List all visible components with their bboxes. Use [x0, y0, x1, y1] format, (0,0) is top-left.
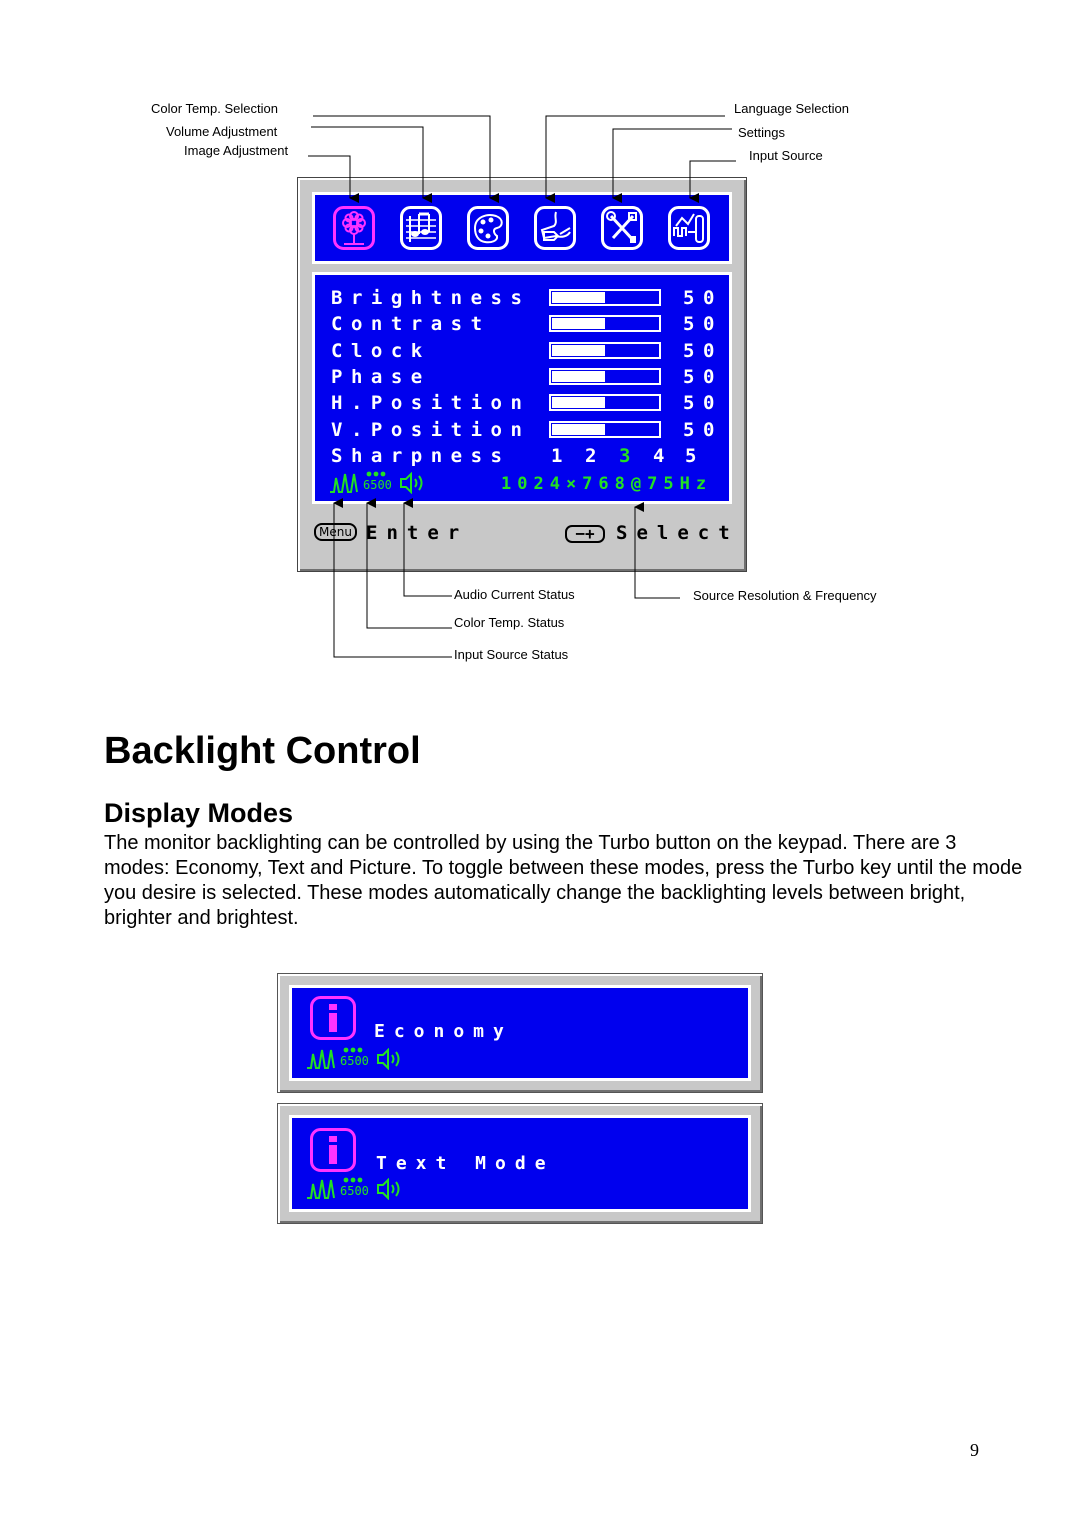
osd-row-label: H.Position — [331, 392, 531, 414]
resolution-frequency-status: 1024×768@75Hz — [501, 474, 713, 494]
callout-settings: Settings — [738, 125, 785, 140]
osd-row-label: Brightness — [331, 287, 531, 309]
info-icon — [310, 996, 356, 1040]
osd-row-value: 50 — [683, 392, 723, 414]
callout-audio-current-status: Audio Current Status — [454, 587, 575, 602]
page-number: 9 — [970, 1440, 979, 1460]
leader-audio-current-status — [404, 503, 452, 596]
osd-row-value: 50 — [683, 287, 723, 309]
callout-color-temp-selection: Color Temp. Selection — [151, 101, 278, 116]
leader-input-source — [690, 161, 736, 198]
leader-settings — [613, 129, 732, 198]
osd-row-label: V.Position — [331, 419, 531, 441]
sharpness-option[interactable]: 4 — [653, 445, 665, 467]
callout-input-source: Input Source — [749, 148, 823, 163]
leader-source-resolution — [635, 507, 680, 598]
economy-mode-panel — [277, 973, 763, 1093]
mode-status-row — [306, 1046, 416, 1072]
leader-volume-adjustment — [311, 127, 423, 198]
osd-row-label: Clock — [331, 340, 431, 362]
osd-row-value: 50 — [683, 366, 723, 388]
mode-name: Text Mode — [376, 1153, 555, 1174]
sharpness-option-selected[interactable]: 3 — [619, 445, 631, 467]
subsection-heading: Display Modes — [104, 798, 294, 828]
sharpness-option[interactable]: 1 — [551, 445, 563, 467]
menu-key[interactable]: Menu — [314, 523, 357, 541]
input-source-status-icon — [306, 1046, 336, 1072]
info-icon — [310, 1128, 356, 1172]
color-temp-dots-icon — [342, 1046, 366, 1054]
callout-input-source-status: Input Source Status — [454, 647, 569, 662]
leader-color-temp-status — [367, 503, 452, 628]
callout-color-temp-status: Color Temp. Status — [454, 615, 565, 630]
color-temp-status: 6500 — [340, 1054, 369, 1068]
callout-image-adjustment: Image Adjustment — [184, 143, 289, 158]
osd-row-label: Sharpness — [331, 445, 511, 467]
text-mode-display — [289, 1115, 751, 1212]
section-heading: Backlight Control — [104, 730, 421, 772]
input-source-status-icon — [306, 1176, 336, 1202]
color-temp-status: 6500 — [340, 1184, 369, 1198]
callout-language-selection: Language Selection — [734, 101, 849, 116]
mode-name: Economy — [374, 1021, 513, 1042]
osd-row-value: 50 — [683, 419, 723, 441]
select-label: Select — [616, 522, 739, 544]
callout-leader-lines — [0, 0, 1080, 700]
color-temp-dots-icon — [342, 1176, 366, 1184]
leader-image-adjustment — [308, 156, 350, 198]
osd-row-value: 50 — [683, 340, 723, 362]
osd-row-label: Phase — [331, 366, 431, 388]
leader-language-selection — [546, 116, 725, 198]
body-paragraph: The monitor backlighting can be controlled by using the Turbo button on the keypad. There are 3 modes: Economy, Text and Picture. To toggle between these modes, press the Turbo key until the mode you desire is selected. These modes automatically change the backlighting levels between bright, brighter and brightest. — [104, 832, 1023, 929]
mode-status-row — [306, 1176, 416, 1202]
leader-color-temp-selection — [313, 116, 490, 198]
select-key[interactable]: −+ — [565, 525, 605, 543]
audio-status-icon — [376, 1178, 404, 1200]
osd-row-label: Contrast — [331, 313, 491, 335]
enter-label: Enter — [366, 522, 469, 544]
callout-source-resolution-frequency: Source Resolution & Frequency — [693, 588, 877, 603]
leader-input-source-status — [334, 503, 452, 657]
callout-volume-adjustment: Volume Adjustment — [166, 124, 278, 139]
text-mode-panel — [277, 1103, 763, 1224]
sharpness-option[interactable]: 2 — [585, 445, 597, 467]
economy-mode-display — [289, 985, 751, 1081]
osd-row-value: 50 — [683, 313, 723, 335]
color-temp-status: 6500 — [363, 478, 392, 492]
sharpness-option[interactable]: 5 — [685, 445, 697, 467]
audio-status-icon — [376, 1048, 404, 1070]
